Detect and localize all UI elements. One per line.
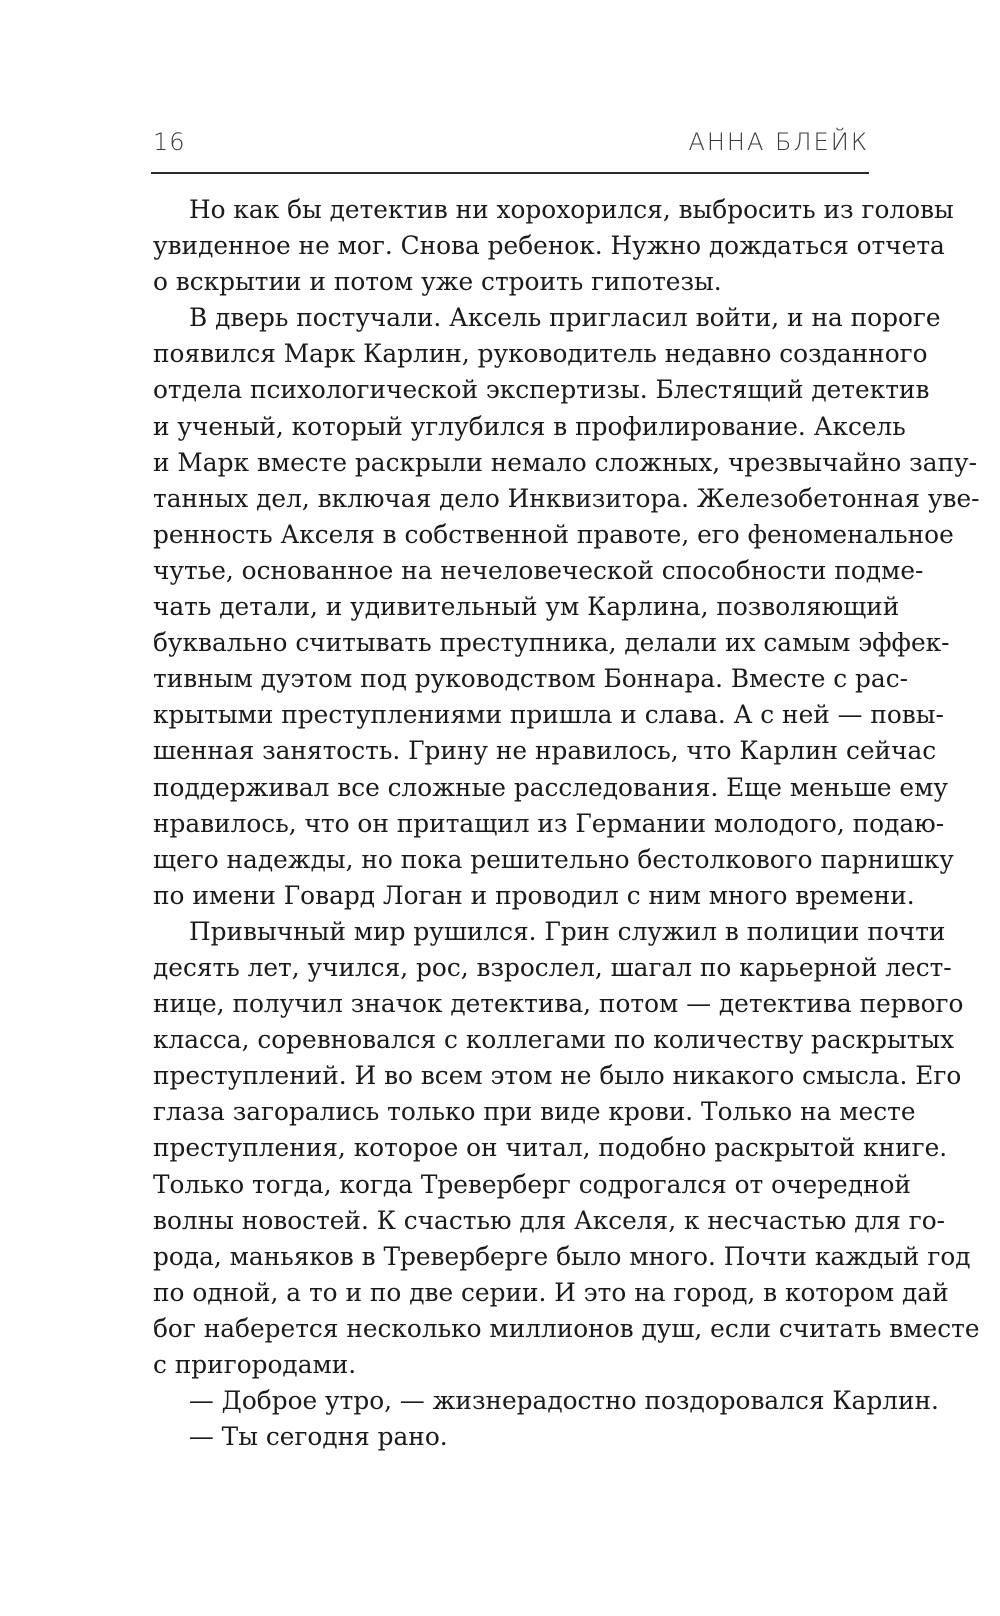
text-line: — Доброе утро, — жизнерадостно поздоровался Карлин. — [189, 1386, 939, 1416]
paragraph — [153, 300, 980, 914]
text-line: увиденное не мог. Снова ребенок. Нужно дождаться отчета — [153, 231, 945, 261]
text-line: крытыми преступлениями пришла и слава. А с ней — повы- — [153, 700, 944, 730]
paragraph — [153, 1419, 869, 1455]
page-number: 16 — [153, 128, 186, 156]
text-line: десять лет, учился, рос, взрослел, шагал по карьерной лест- — [153, 952, 952, 982]
text-line: чутье, основанное на нечеловеческой способности подме- — [153, 555, 924, 585]
text-line: появился Марк Карлин, руководитель недавно созданного — [153, 339, 928, 369]
text-line: Привычный мир рушился. Грин служил в полиции почти — [189, 916, 946, 946]
text-line: танных дел, включая дело Инквизитора. Железобетонная уве- — [153, 483, 980, 513]
paragraph — [153, 192, 954, 300]
text-line: ренность Акселя в собственной правоте, его феноменальное — [153, 519, 954, 549]
text-line: чать детали, и удивительный ум Карлина, позволяющий — [153, 592, 900, 622]
paragraph — [153, 914, 980, 1383]
text-line: и ученый, который углубился в профилирование. Аксель — [153, 411, 906, 441]
text-line: по имени Говард Логан и проводил с ним много времени. — [153, 880, 915, 910]
running-head — [153, 128, 869, 168]
text-line: класса, соревновался с коллегами по количеству раскрытых — [153, 1025, 955, 1055]
text-line: бог наберется несколько миллионов душ, если считать вместе — [153, 1313, 980, 1343]
text-line: рода, маньяков в Треверберге было много. Почти каждый год — [153, 1241, 971, 1271]
text-line: преступления, которое он читал, подобно раскрытой книге. — [153, 1133, 948, 1163]
text-line: по одной, а то и по две серии. И это на город, в котором дай — [153, 1277, 949, 1307]
text-line: шенная занятость. Грину не нравилось, что Карлин сейчас — [153, 736, 937, 766]
text-line: отдела психологической экспертизы. Блестящий детектив — [153, 375, 930, 405]
text-line: поддерживал все сложные расследования. Еще меньше ему — [153, 772, 948, 802]
body-text — [153, 192, 980, 1455]
text-line: — Ты сегодня рано. — [189, 1422, 448, 1452]
text-line: тивным дуэтом под руководством Боннара. Вместе с рас- — [153, 664, 908, 694]
text-line: В дверь постучали. Аксель пригласил войти, и на пороге — [189, 303, 941, 333]
text-line: о вскрытии и потом уже строить гипотезы. — [153, 267, 722, 297]
text-line: волны новостей. К счастью для Акселя, к несчастью для го- — [153, 1205, 946, 1235]
paragraph — [153, 1383, 939, 1419]
text-line: и Марк вместе раскрыли немало сложных, чрезвычайно запу- — [153, 447, 977, 477]
text-line: нравилось, что он притащил из Германии молодого, подаю- — [153, 808, 945, 838]
text-line: буквально считывать преступника, делали их самым эффек- — [153, 628, 950, 658]
text-line: щего надежды, но пока решительно бестолкового парнишку — [153, 844, 954, 874]
text-line: нице, получил значок детектива, потом — детектива первого — [153, 989, 964, 1019]
text-line: Но как бы детектив ни хорохорился, выбросить из головы — [189, 195, 954, 224]
text-line: глаза загорались только при виде крови. Только на месте — [153, 1097, 916, 1127]
header-author: АННА БЛЕЙК — [688, 128, 869, 156]
header-rule — [151, 172, 869, 174]
text-line: с пригородами. — [153, 1350, 357, 1379]
text-line: Только тогда, когда Треверберг содрогался от очередной — [153, 1169, 911, 1199]
text-line: преступлений. И во всем этом не было никакого смысла. Его — [153, 1061, 962, 1091]
